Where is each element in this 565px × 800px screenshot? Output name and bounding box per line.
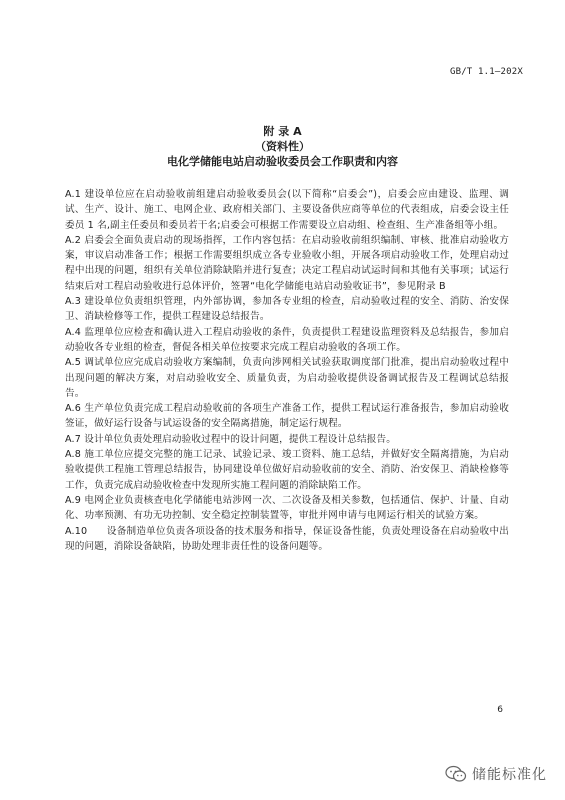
page-number: 6 <box>497 705 503 715</box>
appendix-type: （资料性） <box>255 140 310 153</box>
clause-a3: A.3 建设单位负责组织管理，内外部协调，参加各专业组的检查，启动验收过程的安全、消防、治安保卫、消缺检修等工作，提供工程建设总结报告。 <box>65 296 509 323</box>
clause-a8: A.8 施工单位应提交完整的施工记录、试验记录、竣工资料、施工总结，并做好安全隔离措施，为启动验收提供工程施工管理总结报告，协同建设单位做好启动验收前的安全、消防、治安保卫、消缺检修等工作，负责完成启动验收检查中发现所实施工程问题的消除缺陷工作。 <box>65 449 509 491</box>
clause-a5: A.5 调试单位应完成启动验收方案编制，负责向涉网相关试验获取调度部门批准，提出启动验收过程中出现问题的解决方案，对启动验收安全、质量负责，为启动验收提供设备调试报告及工程调试总结报告。 <box>65 357 509 399</box>
watermark <box>445 764 547 784</box>
clause-a1: A.1 建设单位应在启动验收前组建启动验收委员会(以下简称“启委会”)，启委会应由建设、监理、调试、生产、设计、施工、电网企业、政府相关部门、主要设备供应商等单位的代表组成，启委会设主任委员 1 名,副主任委员和委员若干名;启委会可根据工作需要设立启动组、检查组、生产准备组等小组。 <box>65 189 509 231</box>
clause-a10: A.10 设备制造单位负责各项设备的技术服务和指导，保证设备性能，负责处理设备在启动验收中出现的问题，消除设备缺陷，协助处理非责任性的设备问题等。 <box>65 525 509 552</box>
clause-a2: A.2 启委会全面负责启动的现场指挥，工作内容包括：在启动验收前组织编制、审核、批准启动验收方案，审议启动准备工作；根据工作需要组织成立各专业验收小组，开展各项启动验收工作，处理启动过程中出现的问题，组织有关单位消除缺陷并进行复查；决定工程启动试运时间和其他有关事项；试运行结束后对工程启动验收进行总体评价，签署“电化学储能电站启动验收证书”，参见附录 B <box>65 234 509 292</box>
appendix-title: 电化学储能电站启动验收委员会工作职责和内容 <box>167 155 398 168</box>
clause-a4: A.4 监理单位应检查和确认进入工程启动验收的条件，负责提供工程建设监理资料及总结报告，参加启动验收各专业组的检查，督促各相关单位按要求完成工程启动验收的各项工作。 <box>65 326 509 353</box>
clause-a6: A.6 生产单位负责完成工程启动验收前的各项生产准备工作，提供工程试运行准备报告，参加启动验收签证，做好运行设备与试运设备的安全隔离措施，制定运行规程。 <box>65 403 509 430</box>
appendix-heading <box>0 124 565 169</box>
clause-a9: A.9 电网企业负责核查电化学储能电站涉网一次、二次设备及相关参数，包括通信、保护、计量、自动化、功率预测、有功无功控制、安全稳定控制装置等，审批并网申请与电网运行相关的试验方案。 <box>65 494 509 522</box>
appendix-body <box>65 187 509 554</box>
wechat-icon <box>445 765 467 783</box>
appendix-label: 附 录 A <box>263 125 302 138</box>
standard-code: GB/T 1.1—202X <box>449 67 523 77</box>
watermark-text: 储能标准化 <box>472 767 547 783</box>
clause-a7: A.7 设计单位负责处理启动验收过程中的设计问题，提供工程设计总结报告。 <box>65 433 396 445</box>
